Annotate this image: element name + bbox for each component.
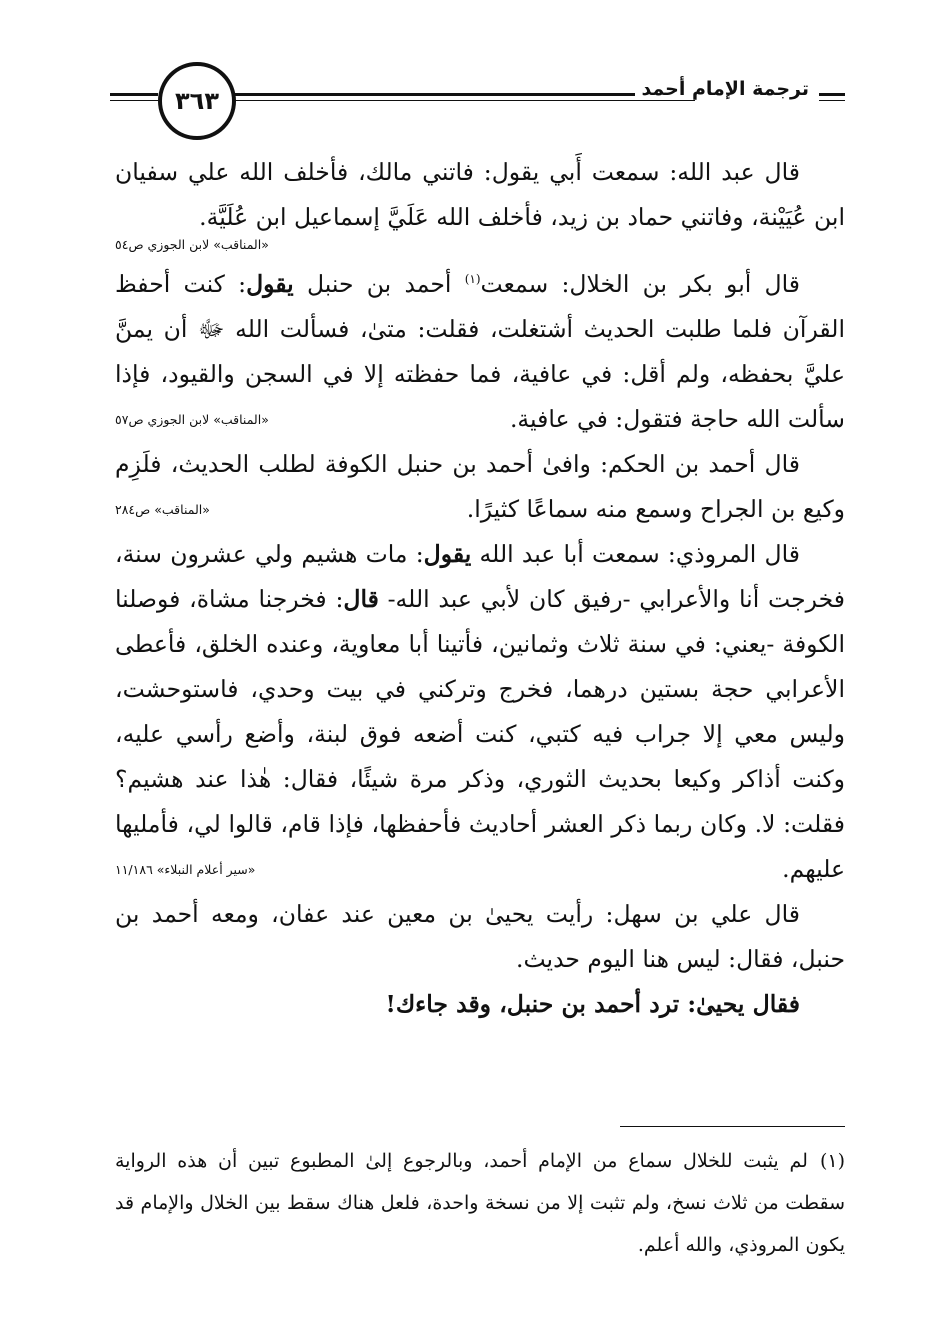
footnote-text: لم يثبت للخلال سماع من الإمام أحمد، وبالرجوع إلىٰ المطبوع تبين أن هذه الرواية سقطت من ثلاث نسخ، ولم تثبت إلا من نسخة واحدة، فلعل هناك سقط بين الخلال والإمام قد يكون المروذي، والله أعلم. <box>115 1150 845 1256</box>
paragraph-text: قال أحمد بن الحكم: وافىٰ أحمد بن حنبل الكوفة لطلب الحديث، فلَزِم وكيع بن الجراح وسمع منه سماعًا كثيرًا. <box>115 450 845 523</box>
footnote <box>115 1140 845 1266</box>
header-rule <box>235 100 695 101</box>
page-number: ٣٦٣ <box>158 62 236 140</box>
paragraph <box>115 892 845 982</box>
bold-word: يقول <box>246 270 294 298</box>
paragraph-text: فقال يحيىٰ: ترد أحمد بن حنبل، وقد جاءك! <box>385 990 800 1018</box>
paragraph <box>115 532 845 892</box>
header-rule <box>235 93 695 96</box>
header-rule <box>819 100 845 101</box>
page-header <box>110 60 845 136</box>
paragraph <box>115 982 845 1027</box>
header-rule <box>110 100 158 101</box>
source-citation: «المناقب» لابن الجوزي ص٥٧ <box>115 412 269 427</box>
main-text <box>115 150 845 1027</box>
paragraph-text: قال المروذي: سمعت أبا عبد الله <box>471 540 800 568</box>
running-title: ترجمة الإمام أحمد <box>635 78 815 100</box>
paragraph-text: أحمد بن حنبل <box>293 270 465 298</box>
footnote-reference[interactable]: (١) <box>464 272 481 287</box>
paragraph <box>115 150 845 240</box>
footnote-number: (١) <box>819 1150 845 1172</box>
bold-word: قال <box>343 585 379 613</box>
paragraph <box>115 262 845 442</box>
header-rule <box>110 93 158 96</box>
paragraph-text: قال علي بن سهل: رأيت يحيىٰ بن معين عند عفان، ومعه أحمد بن حنبل، فقال: ليس هنا اليوم حديث. <box>115 900 845 973</box>
paragraph-text: : مات هشيم ولي عشرون سنة، فخرجت أنا والأعرابي -رفيق كان لأبي عبد الله- <box>115 540 845 613</box>
header-rule <box>819 93 845 96</box>
source-citation: «المناقب» لابن الجوزي ص٥٤ <box>115 237 269 252</box>
footnotes <box>115 1140 845 1266</box>
paragraph-text: : فخرجنا مشاة، فوصلنا الكوفة -يعني: في سنة ثلاث وثمانين، فأتينا أبا معاوية، وعنده الخلق، فأعطى الأعرابي حجة بستين درهما، فخرج وتركني في بيت وحدي، فاستوحشت، وليس معي إلا جراب فيه كتبي، كنت أضعه فوق لبنة، وأضع رأسي عليه، وكنت أذاكر وكيعا بحديث الثوري، وذكر مرة شيئًا، فقال: هٰذا عند هشيم؟ فقلت: لا. وكان ربما ذكر العشر أحاديث فأحفظها، فإذا قام، قالوا لي، فأمليها عليهم. <box>115 585 845 883</box>
footnote-separator <box>620 1126 845 1127</box>
paragraph-text: : كنت أحفظ القرآن فلما طلبت الحديث أشتغلت، فقلت: متىٰ، فسألت الله ﷻ أن يمنَّ عليَّ بحفظه، ولم أقل: في عافية، فما حفظته إلا في السجن والقيود، فإذا سألت الله حاجة فتقول: في عافية. <box>115 270 845 433</box>
paragraph-text: قال عبد الله: سمعت أَبي يقول: فاتني مالك، فأخلف الله علي سفيان ابن عُيَيْنة، وفاتني حماد بن زيد، فأخلف الله عَلَيَّ إسماعيل ابن عُلَيَّة. <box>115 158 845 231</box>
bold-word: يقول <box>423 540 472 568</box>
source-citation: «المناقب» ص٢٨٤ <box>115 502 210 517</box>
source-citation: «سير أعلام النبلاء» ١١/١٨٦ <box>115 862 256 877</box>
paragraph-text: قال أبو بكر بن الخلال: سمعت <box>480 270 801 298</box>
paragraph <box>115 442 845 532</box>
